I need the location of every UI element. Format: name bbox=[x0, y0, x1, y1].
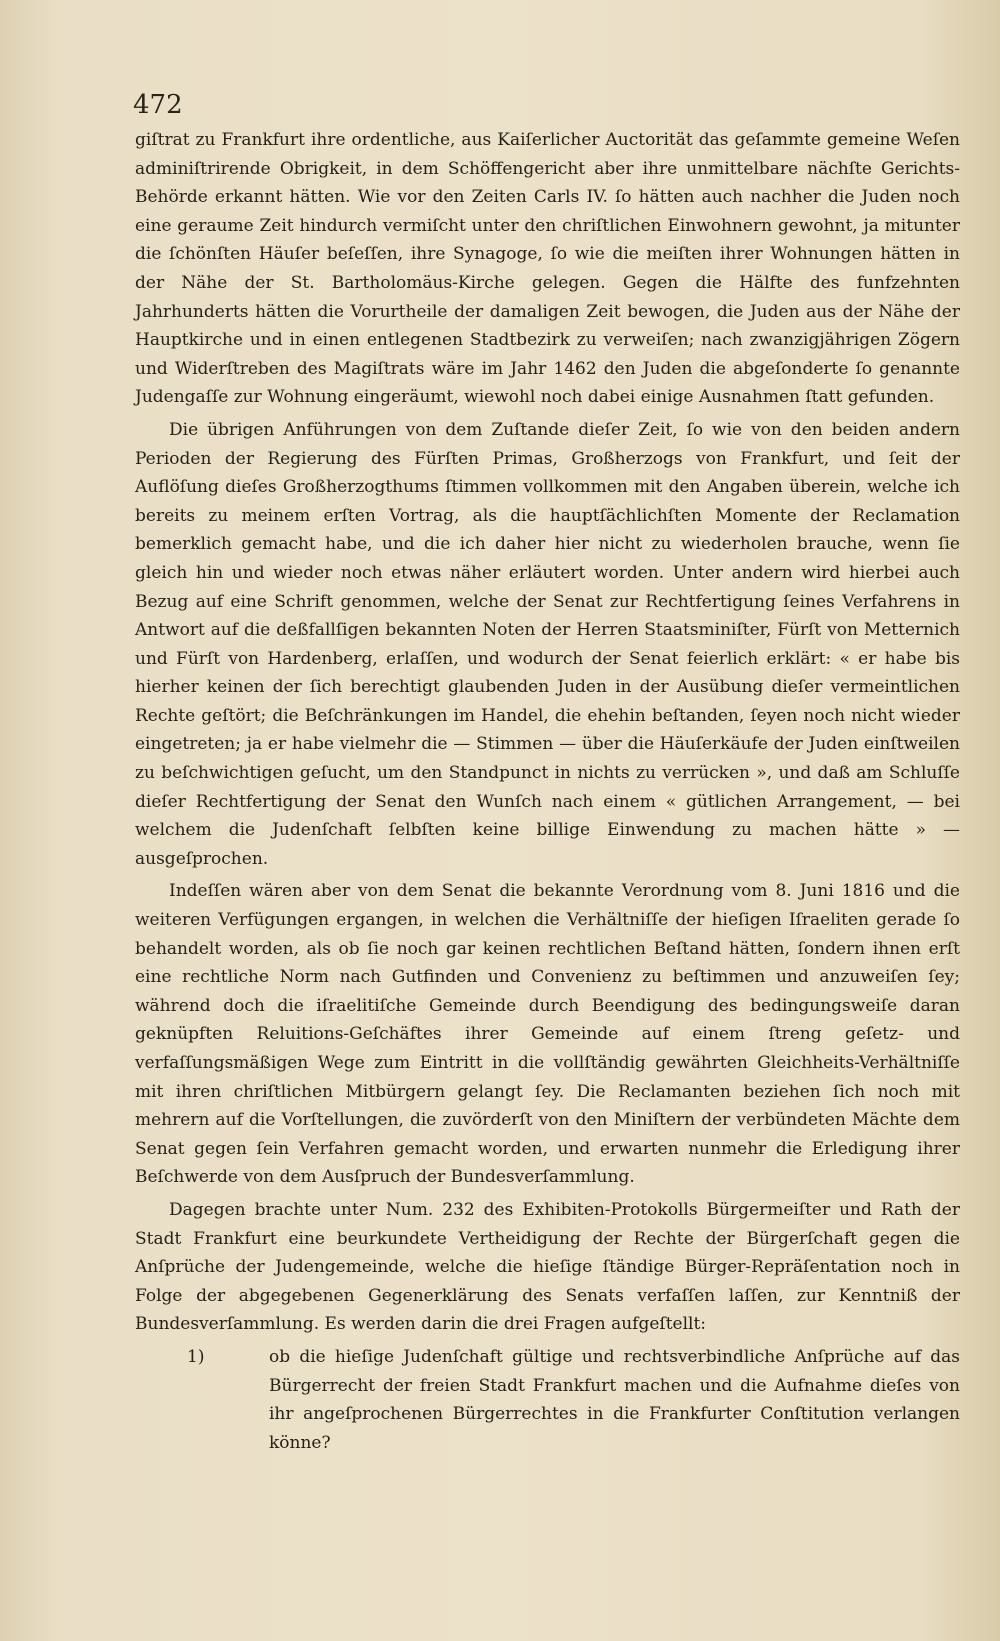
page-number: 472 bbox=[133, 90, 183, 120]
list-item-text: ob die hieſige Judenſchaft gültige und rechtsverbindliche Anſprüche auf das Bürgerrecht der freien Stadt Frankfurt machen und die Aufnahme dieſes von ihr angeſprochenen Bürgerrechtes in die Frankfurter Conſtitution verlangen könne? bbox=[269, 1346, 960, 1453]
list-item bbox=[135, 1343, 960, 1457]
paragraph-continuation: giſtrat zu Frankfurt ihre ordentliche, aus Kaiſerlicher Auctorität das geſammte gemeine Weſen adminiſtrirende Obrigkeit, in dem Schöffengericht aber ihre unmittelbare nächſte Gerichts-Behörde erkannt hätten. Wie vor den Zeiten Carls IV. ſo hätten auch nachher die Juden noch eine geraume Zeit hindurch vermiſcht unter den chriſtlichen Einwohnern gewohnt, ja mitunter die ſchönſten Häuſer beſeſſen, ihre Synagoge, ſo wie die meiſten ihrer Wohnungen hätten in der Nähe der St. Bartholomäus-Kirche gelegen. Gegen die Hälfte des funfzehnten Jahrhunderts hätten die Vorurtheile der damaligen Zeit bewogen, die Juden aus der Nähe der Hauptkirche und in einen entlegenen Stadtbezirk zu verweiſen; nach zwanzigjährigen Zögern und Widerſtreben des Magiſtrats wäre im Jahr 1462 den Juden die abgeſonderte ſo genannte Judengaſſe zur Wohnung eingeräumt, wiewohl noch dabei einige Ausnahmen ſtatt gefunden. bbox=[135, 130, 960, 408]
paragraph: Indeſſen wären aber von dem Senat die bekannte Verordnung vom 8. Juni 1816 und die weiteren Verfügungen ergangen, in welchen die Verhältniſſe der hieſigen Iſraeliten gerade ſo behandelt worden, als ob ſie noch gar keinen rechtlichen Beſtand hätten, ſondern ihnen erſt eine rechtliche Norm nach Gutfinden und Convenienz zu beſtimmen und anzuweiſen ſey; während doch die iſraelitiſche Gemeinde durch Beendigung des bedingungsweiſe daran geknüpften Reluitions-Geſchäftes ihrer Gemeinde auf einem ſtreng geſetz- und verfaſſungsmäßigen Wege zum Eintritt in die vollſtändig gewährten Gleichheits-Verhältniſſe mit ihren chriſtlichen Mitbürgern gelangt ſey. Die Reclamanten beziehen ſich noch mit mehrern auf die Vorſtellungen, die zuvörderſt von den Miniſtern der verbündeten Mächte dem Senat gegen ſein Verfahren gemacht worden, und erwarten nunmehr die Erledigung ihrer Beſchwerde von dem Ausſpruch der Bundesverſammlung. bbox=[135, 881, 960, 1188]
paragraph: Dagegen brachte unter Num. 232 des Exhibiten-Protokolls Bürgermeiſter und Rath der Stadt Frankfurt eine beurkundete Vertheidigung der Rechte der Bürgerſchaft gegen die Anſprüche der Judengemeinde, welche die hieſige ſtändige Bürger-Repräſentation noch in Folge der abgegebenen Gegenerklärung des Senats verfaſſen laſſen, zur Kenntniß der Bundesverſammlung. Es werden darin die drei Fragen aufgeſtellt: bbox=[135, 1199, 960, 1335]
paragraph: Die übrigen Anführungen von dem Zuſtande dieſer Zeit, ſo wie von den beiden andern Perioden der Regierung des Fürſten Primas, Großherzogs von Frankfurt, und ſeit der Auflöſung dieſes Großherzogthums ſtimmen vollkommen mit den Angaben überein, welche ich bereits zu meinem erſten Vortrag, als die hauptſächlichſten Momente der Reclamation bemerklich gemacht habe, und die ich daher hier nicht zu wiederholen brauche, wenn ſie gleich hin und wieder noch etwas näher erläutert worden. Unter andern wird hierbei auch Bezug auf eine Schrift genommen, welche der Senat zur Rechtfertigung ſeines Verfahrens in Antwort auf die deßfallſigen bekannten Noten der Herren Staatsminiſter, Fürſt von Metternich und Fürſt von Hardenberg, erlaſſen, und wodurch der Senat feierlich erklärt: « er habe bis hierher keinen der ſich berechtigt glaubenden Juden in der Ausübung dieſer vermeintlichen Rechte geſtört; die Beſchränkungen im Handel, die ehehin beſtanden, ſeyen noch nicht wieder eingetreten; ja er habe vielmehr die — Stimmen — über die Häuſerkäufe der Juden einſtweilen zu beſchwichtigen geſucht, um den Standpunct in nichts zu verrücken », und daß am Schluſſe dieſer Rechtfertigung der Senat den Wunſch nach einem « gütlichen Arrangement, — bei welchem die Judenſchaft ſelbſten keine billige Einwendung zu machen hätte » — ausgeſprochen. bbox=[135, 419, 960, 869]
page-text bbox=[135, 126, 960, 1457]
list-item-number: 1) bbox=[187, 1346, 205, 1367]
